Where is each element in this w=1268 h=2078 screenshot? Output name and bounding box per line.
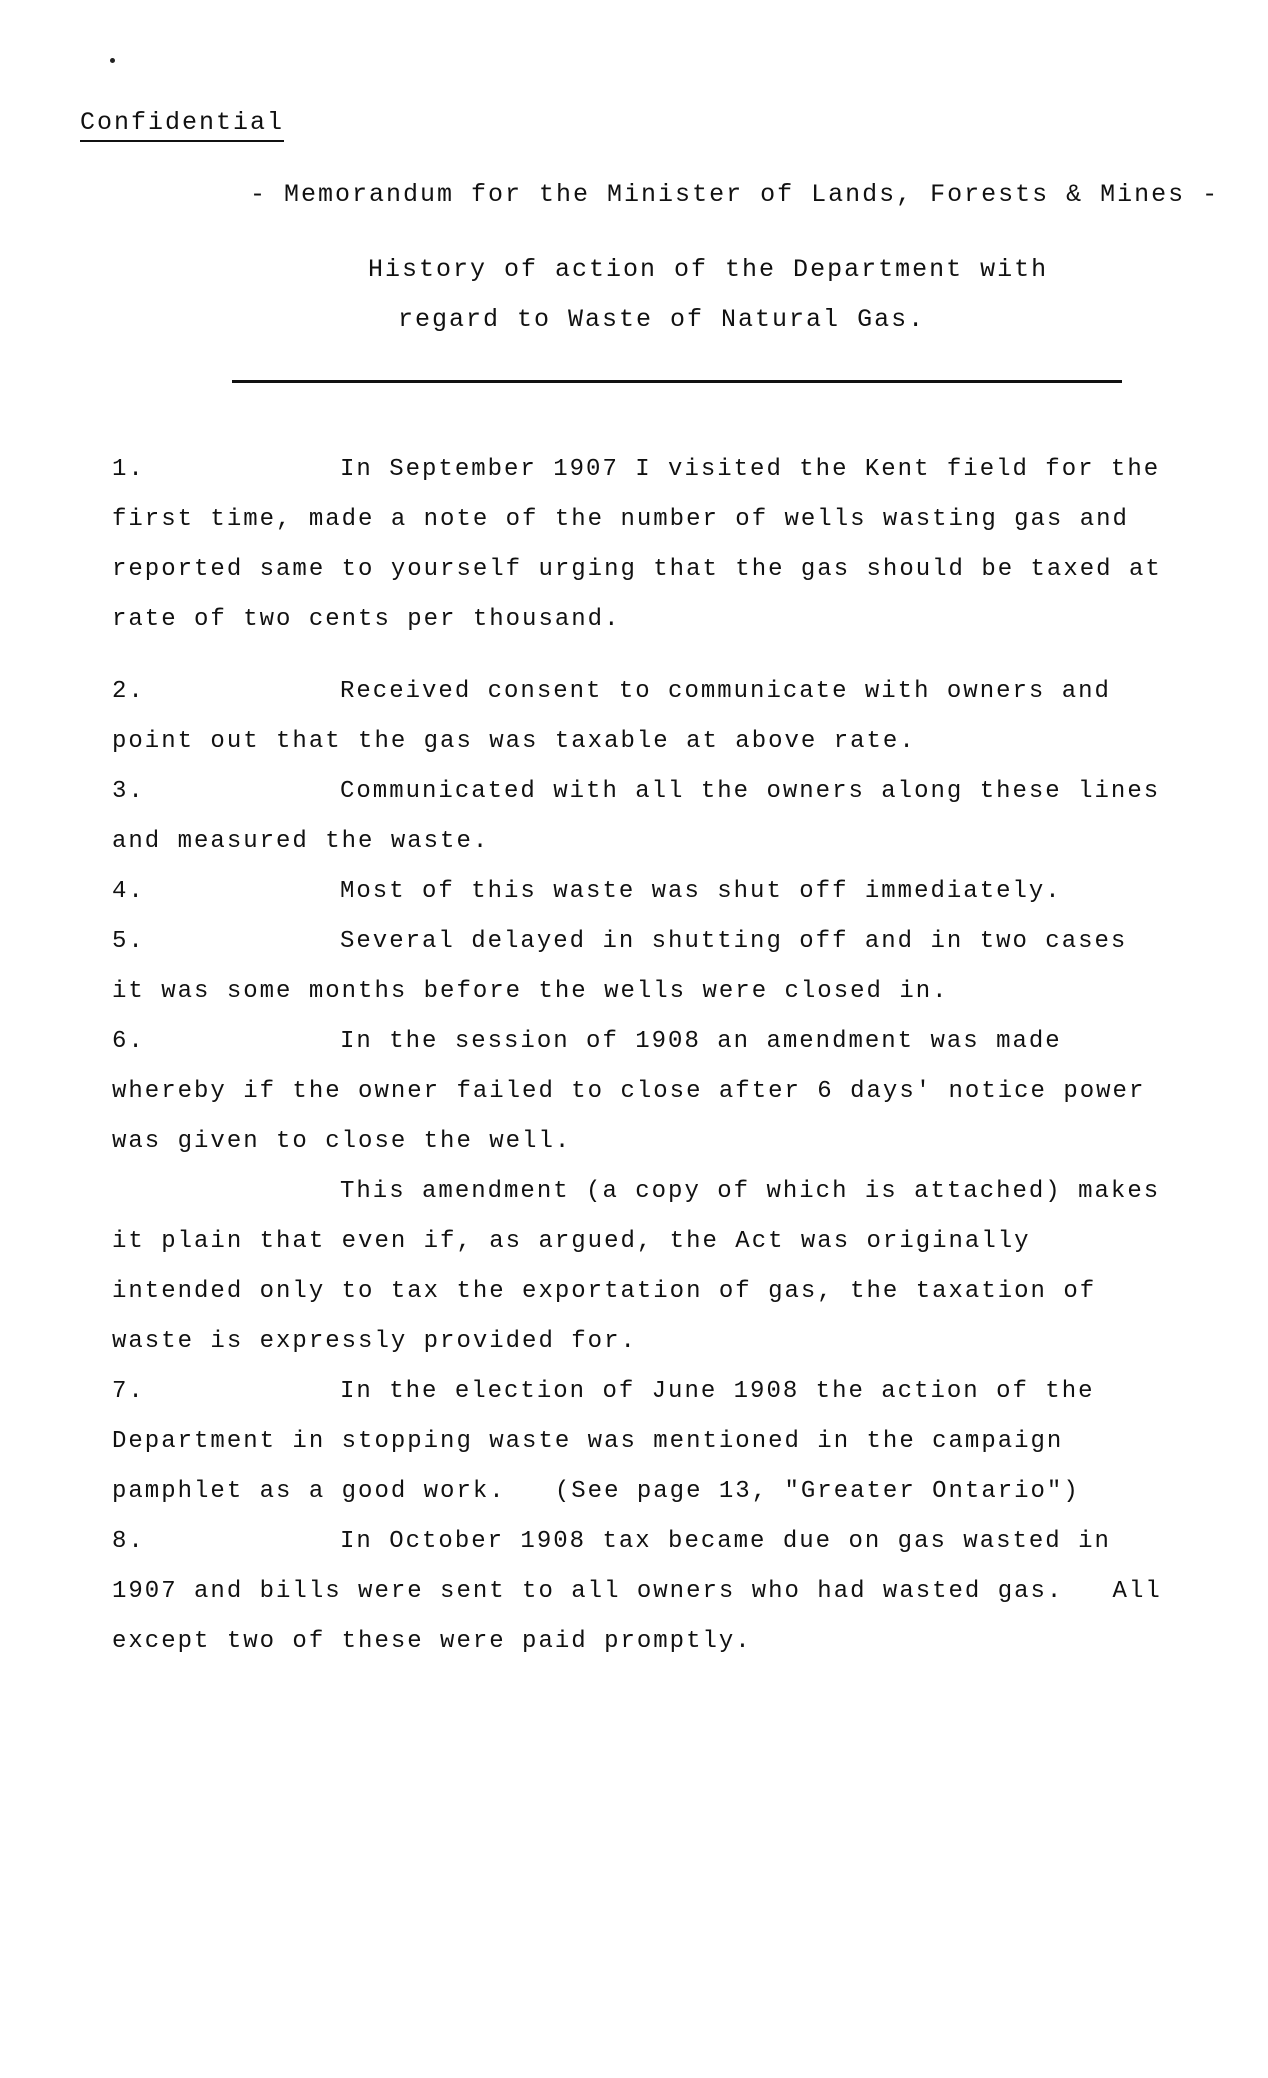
paragraph-text: In September 1907 I visited the Kent field for the first time, made a note of the number of wells wasting gas and reported same to yourself urging that the gas should be taxed at rate of two cents per thousand. [112,456,1179,633]
paragraph-number: 1. [112,456,145,483]
memo-subtitle-line-2: regard to Waste of Natural Gas. [398,305,926,334]
paragraph-1 [112,445,1179,645]
paragraph-number: 8. [112,1528,145,1555]
paragraph-number: 5. [112,928,145,955]
paragraph-5 [112,917,1172,1017]
paragraph-7 [112,1367,1172,1517]
paragraph-text: In October 1908 tax became due on gas wasted in 1907 and bills were sent to all owners who had wasted gas. All except two of these were paid promptly. [112,1528,1179,1655]
paragraph-text: In the session of 1908 an amendment was made whereby if the owner failed to close after 6 days' notice power was given to close the well. [112,1028,1179,1155]
paragraph-text: Received consent to communicate with owners and point out that the gas was taxable at above rate. [112,678,1128,755]
paragraph-text: This amendment (a copy of which is attached) makes it plain that even if, as argued, the Act was originally intended only to tax the exportation of gas, the taxation of waste is expressly provided for. [112,1178,1177,1355]
paragraph-number: 2. [112,678,145,705]
paragraph-4 [112,867,1172,917]
paragraph-6-continuation [112,1167,1177,1367]
paragraph-2 [112,667,1172,767]
paragraph-number: 4. [112,878,145,905]
paragraph-6 [112,1017,1179,1167]
paragraph-number: 6. [112,1028,145,1055]
memo-title: - Memorandum for the Minister of Lands, Forests & Mines - [250,180,1220,209]
paragraph-text: In the election of June 1908 the action of the Department in stopping waste was mentioned in the campaign pamphlet as a good work. (See page 13, "Greater Ontario") [112,1378,1111,1505]
confidential-label: Confidential [80,108,284,142]
paragraph-number: 3. [112,778,145,805]
paragraph-8 [112,1517,1179,1667]
paragraph-3 [112,767,1177,867]
paragraph-text: Most of this waste was shut off immediately. [340,878,1062,905]
memo-body [112,445,1179,1667]
paragraph-text: Communicated with all the owners along these lines and measured the waste. [112,778,1177,855]
memo-subtitle-line-1: History of action of the Department with [368,255,1049,284]
paragraph-number: 7. [112,1378,145,1405]
header-divider [232,380,1122,383]
ink-dot [110,58,115,63]
paragraph-text: Several delayed in shutting off and in two cases it was some months before the wells were closed in. [112,928,1144,1005]
